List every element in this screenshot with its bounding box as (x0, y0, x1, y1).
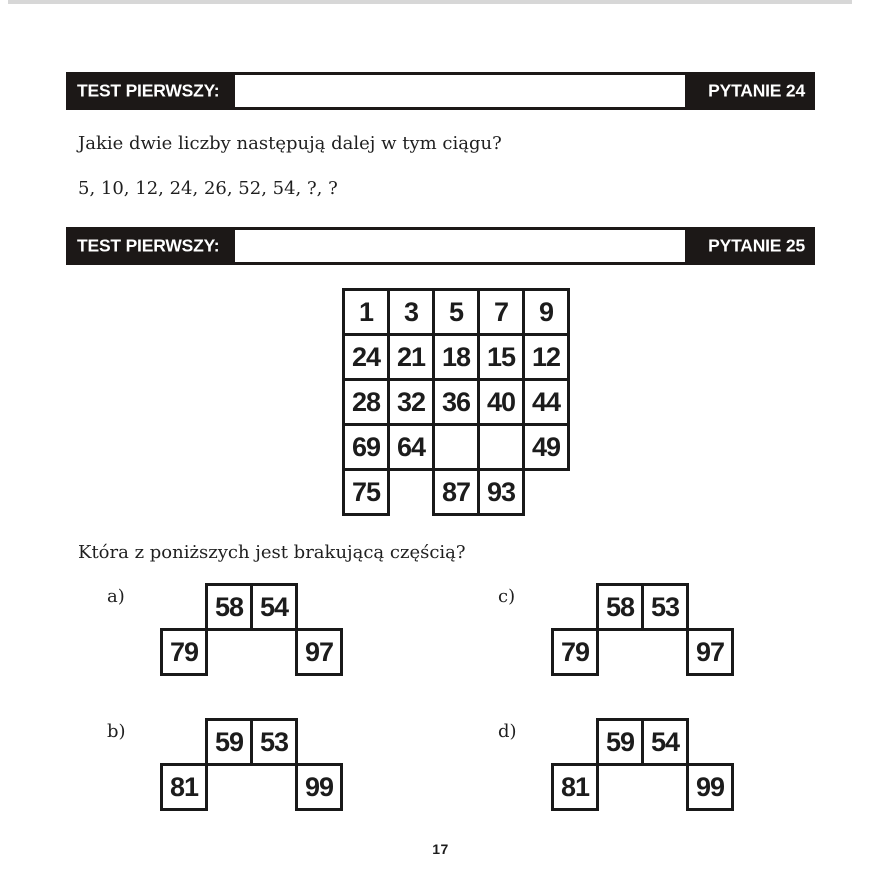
option-cell: 54 (250, 583, 298, 631)
option-b-label: b) (107, 721, 126, 742)
test-title-label: TEST PIERWSZY: (77, 80, 220, 101)
option-cell: 54 (641, 718, 689, 766)
option-cell: 97 (686, 628, 734, 676)
grid-cell: 1 (342, 288, 390, 336)
question-24-header-bar (66, 72, 815, 110)
name-write-in-box (235, 75, 685, 107)
grid-cell: 24 (342, 333, 390, 381)
grid-cell: 40 (477, 378, 525, 426)
grid-cell: 64 (387, 423, 435, 471)
grid-cell-empty (432, 423, 480, 471)
question-24-sequence: 5, 10, 12, 24, 26, 52, 54, ?, ? (78, 178, 338, 199)
grid-cell: 9 (522, 288, 570, 336)
option-cell: 99 (686, 763, 734, 811)
name-write-in-box (235, 230, 685, 262)
grid-cell: 5 (432, 288, 480, 336)
option-cell: 79 (551, 628, 599, 676)
option-cell: 59 (205, 718, 253, 766)
option-c-label: c) (498, 586, 516, 607)
question-24-text: Jakie dwie liczby następują dalej w tym ciągu? (78, 133, 502, 154)
answer-option-c (498, 583, 738, 678)
number-grid (342, 288, 571, 517)
option-cell: 97 (295, 628, 343, 676)
option-cell: 58 (205, 583, 253, 631)
grid-cell: 28 (342, 378, 390, 426)
answer-option-a (107, 583, 347, 678)
grid-cell: 44 (522, 378, 570, 426)
grid-cell: 12 (522, 333, 570, 381)
grid-cell: 75 (342, 468, 390, 516)
option-cell: 79 (160, 628, 208, 676)
option-cell: 59 (596, 718, 644, 766)
page-number: 17 (432, 841, 449, 857)
question-24-badge: PYTANIE 24 (708, 80, 805, 101)
option-a-label: a) (107, 586, 125, 607)
grid-cell: 21 (387, 333, 435, 381)
option-cell: 53 (641, 583, 689, 631)
grid-cell: 32 (387, 378, 435, 426)
option-d-label: d) (498, 721, 517, 742)
scan-edge-strip (8, 0, 852, 4)
option-cell: 81 (551, 763, 599, 811)
grid-cell: 87 (432, 468, 480, 516)
grid-cell: 36 (432, 378, 480, 426)
answer-option-b (107, 718, 347, 813)
test-title-label: TEST PIERWSZY: (77, 235, 220, 256)
grid-cell-empty (477, 423, 525, 471)
grid-cell: 7 (477, 288, 525, 336)
option-cell: 81 (160, 763, 208, 811)
grid-cell: 69 (342, 423, 390, 471)
grid-cell: 49 (522, 423, 570, 471)
question-25-badge: PYTANIE 25 (708, 235, 805, 256)
grid-cell: 93 (477, 468, 525, 516)
grid-cell: 15 (477, 333, 525, 381)
option-cell: 58 (596, 583, 644, 631)
option-cell: 99 (295, 763, 343, 811)
question-25-header-bar (66, 227, 815, 265)
answer-option-d (498, 718, 738, 813)
grid-cell: 3 (387, 288, 435, 336)
question-25-text: Która z poniższych jest brakującą częścią? (78, 542, 466, 563)
grid-cell: 18 (432, 333, 480, 381)
option-cell: 53 (250, 718, 298, 766)
